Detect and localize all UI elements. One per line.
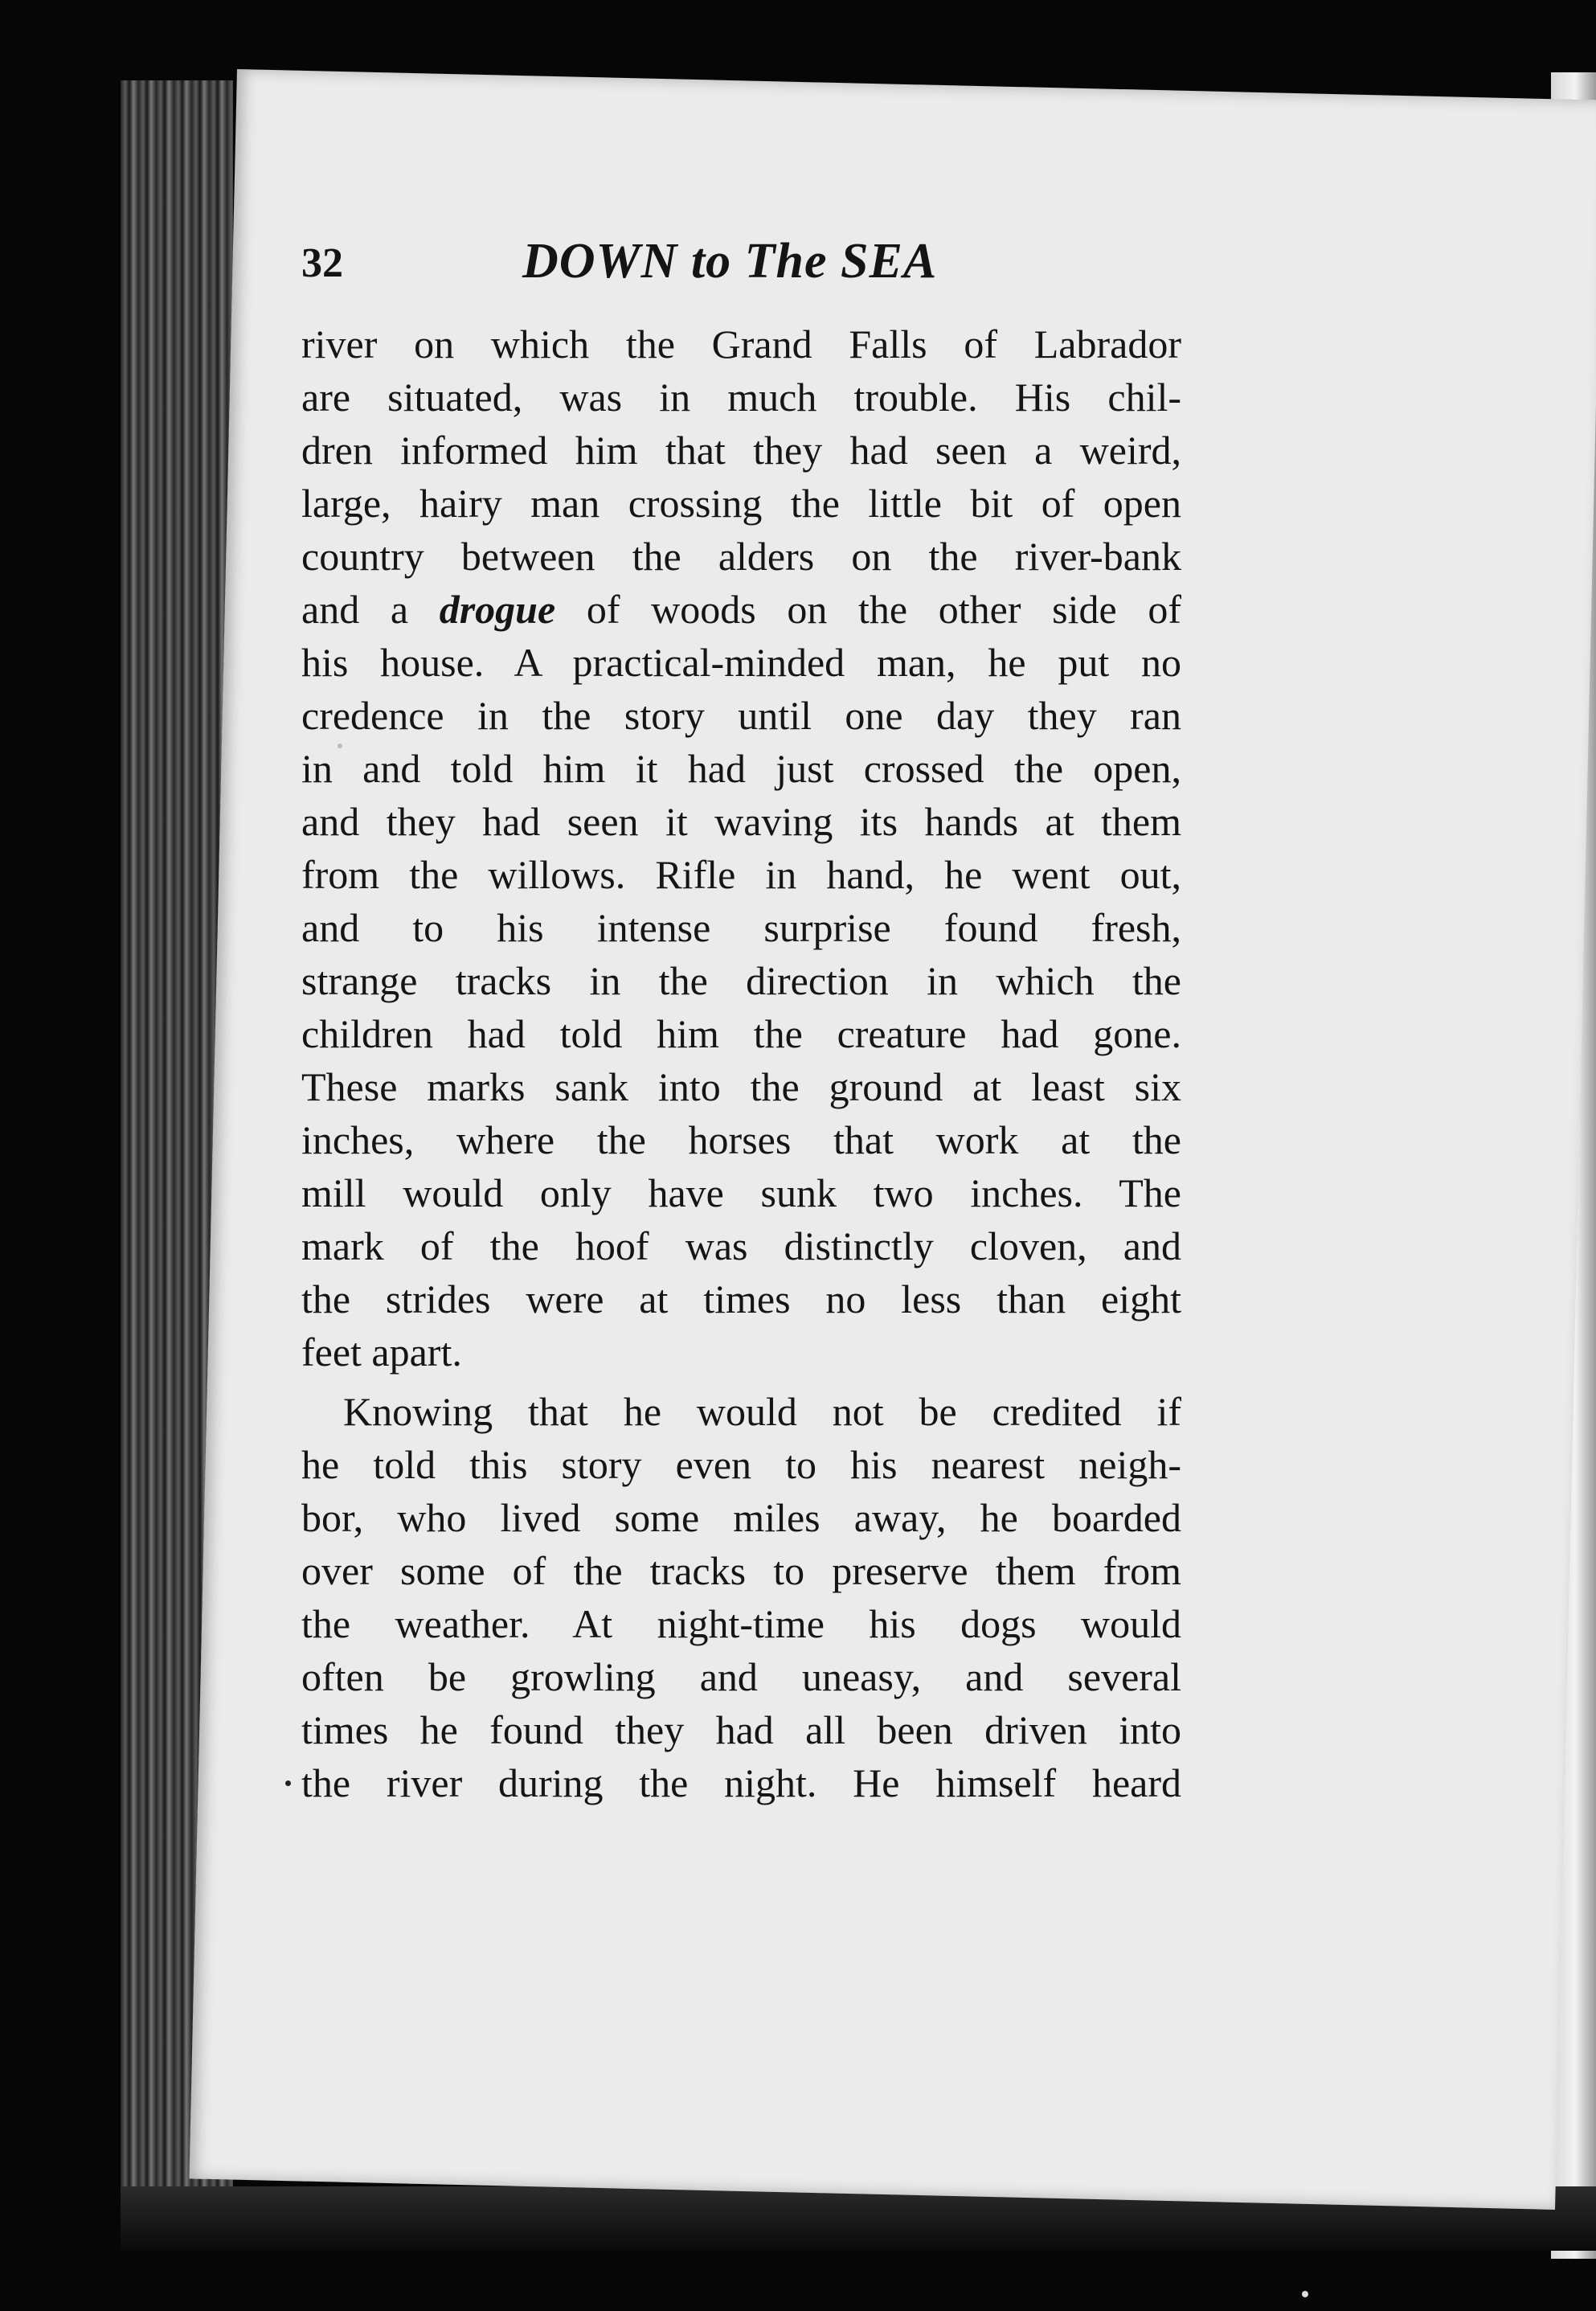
text-line: river on which the Grand Falls of Labrador [301, 322, 1181, 367]
text-line: he told this story even to his nearest neigh- [301, 1442, 1181, 1487]
text-line: are situated, was in much trouble. His chil- [301, 375, 1181, 420]
text-line: children had told him the creature had gone. [301, 1011, 1181, 1056]
text-line: These marks sank into the ground at least six [301, 1064, 1181, 1109]
body-text [301, 318, 1181, 1809]
text-line: feet apart. [301, 1330, 462, 1375]
text-line: and a drogue of woods on the other side of [301, 587, 1181, 632]
text-line: bor, who lived some miles away, he boarded [301, 1495, 1181, 1540]
text-line: from the willows. Rifle in hand, he went out, [301, 852, 1181, 897]
paragraph-break [301, 1379, 1181, 1385]
text-line: often be growling and uneasy, and several [301, 1654, 1181, 1699]
running-head-title: DOWN to The SEA [522, 234, 938, 289]
text-line: and they had seen it waving its hands at them [301, 799, 1181, 844]
italic-word: drogue [439, 587, 556, 632]
text-line: and to his intense surprise found fresh, [301, 905, 1181, 950]
text-line: large, hairy man crossing the little bit of open [301, 481, 1181, 526]
text-line: over some of the tracks to preserve them from [301, 1548, 1181, 1593]
text-line: the weather. At night-time his dogs would [301, 1601, 1181, 1646]
text-line: in and told him it had just crossed the open, [301, 746, 1181, 791]
text-line: Knowing that he would not be credited if [343, 1389, 1181, 1434]
page-header [301, 233, 1177, 305]
text-line: strange tracks in the direction in which the [301, 958, 1181, 1003]
dust-speck [1302, 2291, 1308, 2297]
text-line: dren informed him that they had seen a weird, [301, 428, 1181, 473]
text-line: mark of the hoof was distinctly cloven, and [301, 1223, 1181, 1268]
text-line: times he found they had all been driven into [301, 1707, 1181, 1752]
text-line: country between the alders on the river-bank [301, 534, 1181, 579]
text-line: his house. A practical-minded man, he put no [301, 640, 1181, 685]
page-number: 32 [301, 240, 343, 286]
dust-speck [285, 1780, 291, 1786]
text-line: the strides were at times no less than eight [301, 1276, 1181, 1321]
text-line: mill would only have sunk two inches. The [301, 1170, 1181, 1215]
text-line: inches, where the horses that work at the [301, 1117, 1181, 1162]
text-line: credence in the story until one day they ran [301, 693, 1181, 738]
text-line: the river during the night. He himself heard [301, 1760, 1181, 1805]
